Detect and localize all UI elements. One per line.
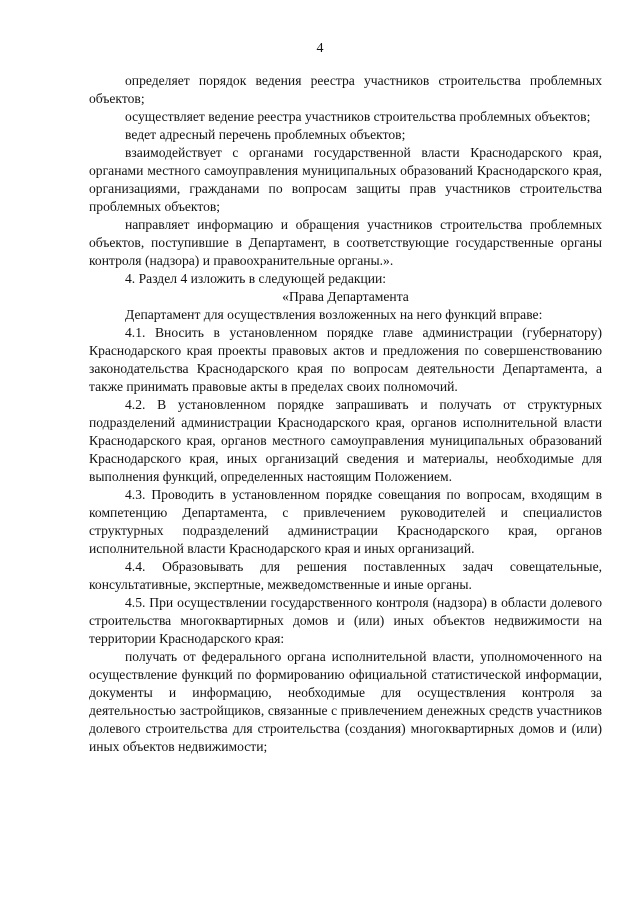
paragraph: 4.2. В установленном порядке запрашивать и получать от структурных подразделений администрации Краснодарского края, органов исполнительной власти Краснодарского края, органов местного самоуправления муниципальных образований Краснодарского края, иных организаций сведения и материалы, необходимые для выполнения функций, определенных настоящим Положением. <box>89 397 602 484</box>
document-body <box>89 72 602 756</box>
paragraph: получать от федерального органа исполнительной власти, уполномоченного на осуществление функций по формированию официальной статистической информации, документы и информацию, необходимые для осуществления контроля за деятельностью застройщиков, связанные с привлечением денежных средств участников долевого строительства для строительства (создания) многоквартирных домов и (или) иных объектов недвижимости; <box>89 649 602 754</box>
paragraph: осуществляет ведение реестра участников строительства проблемных объектов; <box>125 109 591 124</box>
paragraph: 4.4. Образовывать для решения поставленных задач совещательные, консультативные, экспертные, межведомственные и иные органы. <box>89 559 602 592</box>
paragraph: 4. Раздел 4 изложить в следующей редакции: <box>125 271 387 286</box>
section-heading: «Права Департамента <box>282 289 409 304</box>
paragraph: 4.1. Вносить в установленном порядке главе администрации (губернатору) Краснодарского края проекты правовых актов и предложения по совершенствованию законодательства Краснодарского края по вопросам деятельности Департамента, а также принимать правовые акты в пределах своих полномочий. <box>89 325 602 394</box>
page-number: 4 <box>316 41 324 56</box>
paragraph: 4.5. При осуществлении государственного контроля (надзора) в области долевого строительства многоквартирных домов и (или) иных объектов недвижимости на территории Краснодарского края: <box>89 595 602 646</box>
paragraph: направляет информацию и обращения участников строительства проблемных объектов, поступившие в Департамент, в соответствующие государственные органы контроля (надзора) и правоохранительные органы.». <box>89 217 602 268</box>
paragraph: Департамент для осуществления возложенных на него функций вправе: <box>125 307 543 322</box>
paragraph: определяет порядок ведения реестра участников строительства проблемных объектов; <box>89 73 602 106</box>
paragraph: 4.3. Проводить в установленном порядке совещания по вопросам, входящим в компетенцию Департамента, с привлечением руководителей и специалистов структурных подразделений администрации Краснодарского края, органов исполнительной власти Краснодарского края и иных организаций. <box>89 487 602 556</box>
paragraph: взаимодействует с органами государственной власти Краснодарского края, органами местного самоуправления муниципальных образований Краснодарского края, организациями, гражданами по вопросам защиты прав участников строительства проблемных объектов; <box>89 145 602 214</box>
paragraph: ведет адресный перечень проблемных объектов; <box>125 127 406 142</box>
